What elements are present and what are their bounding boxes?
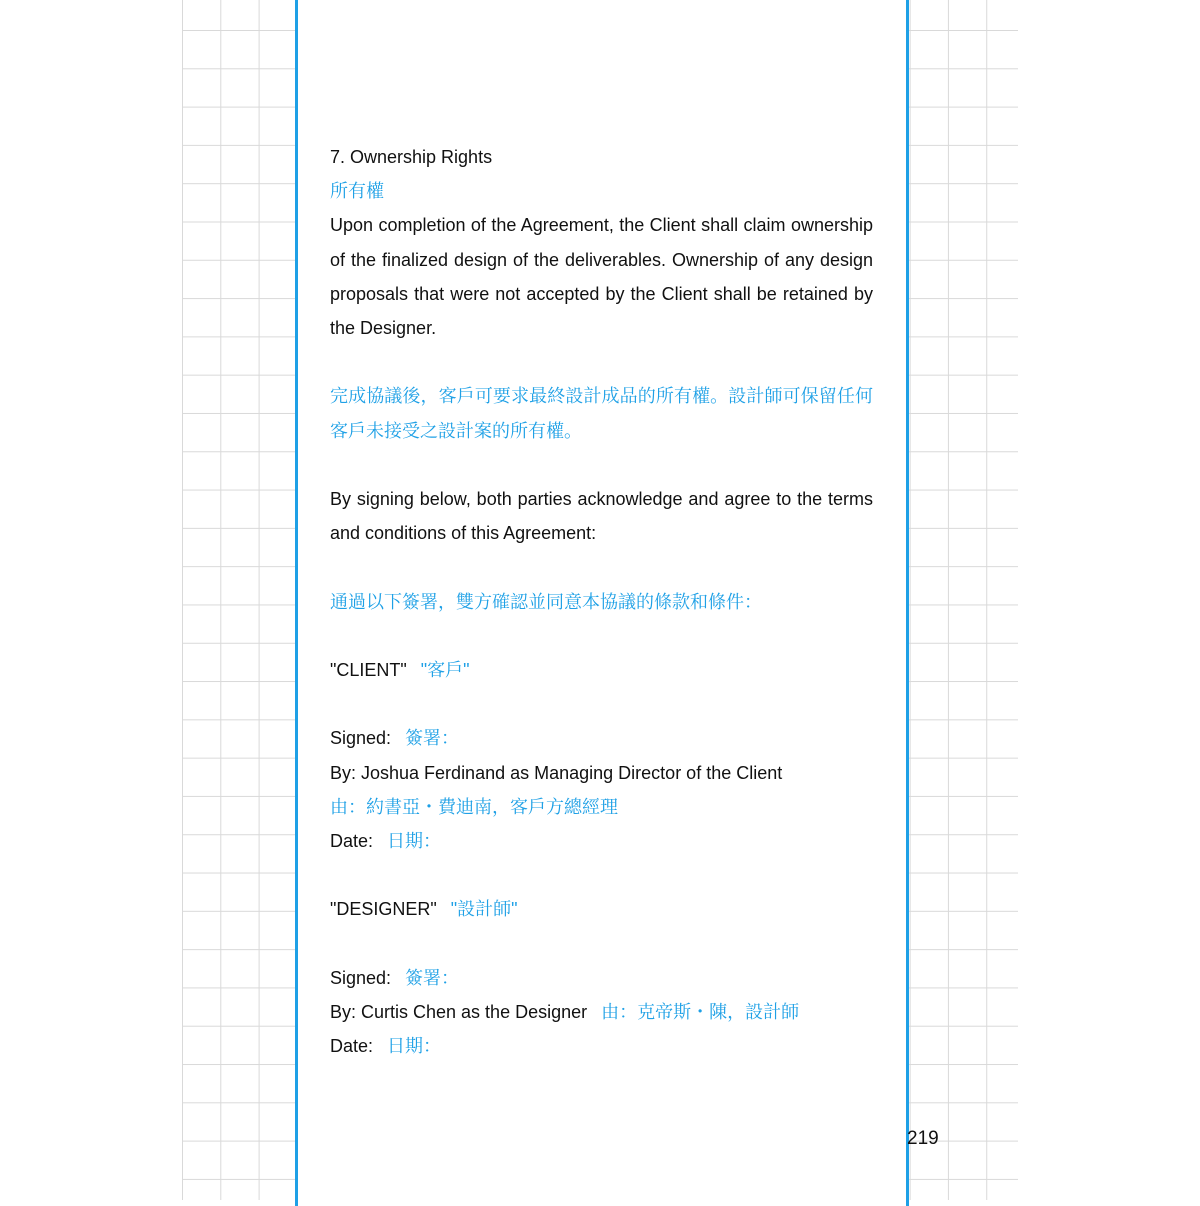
designer-date-label: Date: [330,1036,374,1057]
designer-by-line: By: Curtis Chen as the Designer [330,1001,588,1022]
designer-date-label-zh: 日期： [387,1036,442,1057]
designer-date-row [330,1029,873,1063]
section-title: 7. Ownership Rights [330,147,493,167]
client-heading: "CLIENT" [330,659,407,680]
client-date-label-zh: 日期： [387,830,442,851]
client-heading-zh: "客戶" [420,659,470,680]
client-signed-label: Signed: [330,728,392,749]
designer-by-row [330,995,873,1029]
client-signature-block [330,653,873,858]
page-number: 219 [907,1128,939,1149]
client-by-line: By: Joshua Ferdinand as Managing Director of the Client [330,762,783,783]
designer-heading-row [330,892,873,926]
designer-heading-zh: "設計師" [450,899,518,920]
acknowledgement-text-zh: 通過以下簽署，雙方確認並同意本協議的條款和條件： [330,591,762,612]
section-body-zh: 完成協議後，客戶可要求最終設計成品的所有權。設計師可保留任何客戶未接受之設計案的所有權。 [330,386,873,441]
designer-heading: "DESIGNER" [330,899,437,920]
client-heading-row [330,653,873,687]
client-signed-row [330,721,873,755]
acknowledgement-text: By signing below, both parties acknowledge and agree to the terms and conditions of this Agreement: [330,489,873,544]
designer-signed-label-zh: 簽署： [405,967,460,988]
section-title-zh: 所有權 [330,181,384,202]
client-date-row [330,824,873,858]
document-body [330,140,873,1063]
client-date-label: Date: [330,830,374,851]
client-by-line-zh: 由：約書亞・費迪南，客戶方總經理 [330,796,618,817]
designer-signed-label: Signed: [330,967,392,988]
designer-by-line-zh: 由：克帝斯・陳，設計師 [601,1001,800,1022]
client-signed-label-zh: 簽署： [405,728,460,749]
section-body: Upon completion of the Agreement, the Client shall claim ownership of the finalized design of the deliverables. Ownership of any design proposals that were not accepted by the Client shall be retained by the Designer. [330,215,873,339]
designer-signature-block [330,892,873,1063]
designer-signed-row [330,961,873,995]
